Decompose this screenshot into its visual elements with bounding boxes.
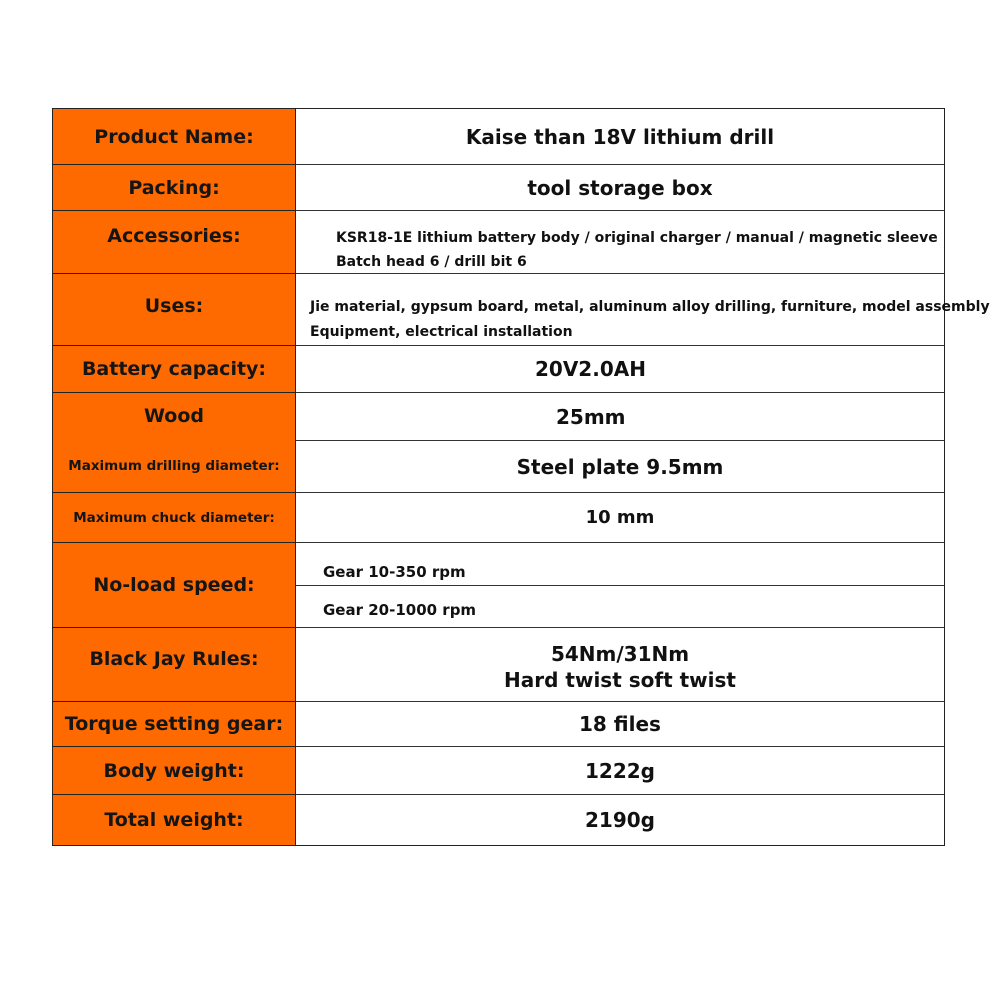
value-product-name: Kaise than 18V lithium drill bbox=[296, 109, 944, 165]
label-wood: Wood bbox=[53, 393, 296, 441]
label-total-weight: Total weight: bbox=[53, 795, 296, 845]
uses-line-1: Jie material, gypsum board, metal, aluminum alloy drilling, furniture, model assembly bbox=[310, 299, 990, 315]
label-max-chuck-diameter: Maximum chuck diameter: bbox=[53, 493, 296, 543]
value-black-jay-rules bbox=[296, 628, 944, 702]
black-jay-line-1: 54Nm/31Nm bbox=[550, 641, 690, 666]
value-wood: 25mm bbox=[296, 393, 944, 441]
label-uses: Uses: bbox=[53, 274, 296, 346]
label-black-jay-rules: Black Jay Rules: bbox=[53, 628, 296, 702]
black-jay-line-2: Hard twist soft twist bbox=[504, 667, 736, 692]
value-speed-gear-1 bbox=[296, 543, 944, 586]
spec-table bbox=[52, 108, 990, 846]
accessories-line-2: Batch head 6 / drill bit 6 bbox=[336, 254, 527, 270]
label-packing: Packing: bbox=[53, 165, 296, 211]
value-accessories bbox=[296, 211, 944, 274]
accessories-line-1: KSR18-1E lithium battery body / original charger / manual / magnetic sleeve bbox=[336, 230, 938, 246]
value-uses bbox=[296, 274, 990, 346]
value-body-weight: 1222g bbox=[296, 747, 944, 795]
value-battery-capacity: 20V2.0AH bbox=[296, 346, 944, 393]
label-max-drilling-diameter: Maximum drilling diameter: bbox=[53, 441, 296, 493]
value-max-drilling-diameter: Steel plate 9.5mm bbox=[296, 441, 944, 493]
label-body-weight: Body weight: bbox=[53, 747, 296, 795]
label-no-load-speed: No-load speed: bbox=[53, 543, 296, 628]
value-total-weight: 2190g bbox=[585, 808, 655, 832]
value-speed-gear-2 bbox=[296, 586, 944, 628]
value-packing: tool storage box bbox=[296, 165, 944, 211]
label-accessories: Accessories: bbox=[53, 211, 296, 274]
speed-gear-2-text: Gear 20-1000 rpm bbox=[323, 601, 477, 619]
speed-gear-1-text: Gear 10-350 rpm bbox=[323, 563, 466, 581]
value-torque-setting-gear: 18 files bbox=[296, 702, 944, 747]
value-max-chuck-diameter: 10 mm bbox=[296, 493, 944, 543]
uses-line-2: Equipment, electrical installation bbox=[310, 324, 573, 340]
label-product-name: Product Name: bbox=[53, 109, 296, 165]
label-torque-setting-gear: Torque setting gear: bbox=[53, 702, 296, 747]
label-battery-capacity: Battery capacity: bbox=[53, 346, 296, 393]
